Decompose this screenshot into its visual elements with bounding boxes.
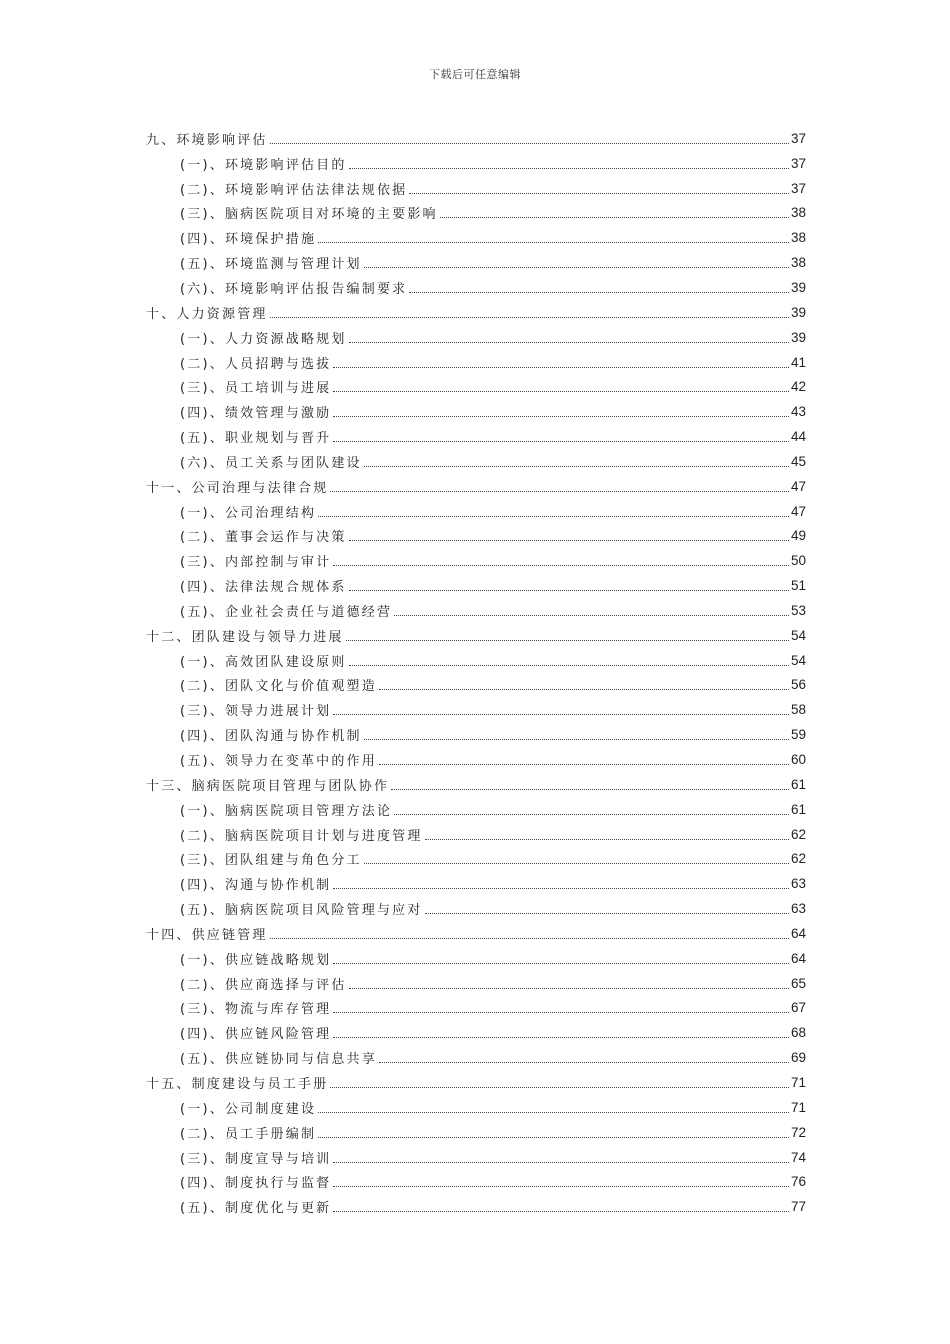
toc-dot-leader	[318, 516, 789, 517]
toc-section-entry[interactable]	[146, 1145, 806, 1170]
toc-entry-page-number: 37	[790, 180, 806, 196]
toc-entry-title: (六)、环境影响评估报告编制要求	[180, 281, 408, 297]
toc-section-entry[interactable]	[146, 548, 806, 573]
toc-dot-leader	[333, 1211, 789, 1212]
toc-dot-leader	[330, 491, 789, 492]
toc-entry-title: (四)、法律法规合规体系	[180, 580, 347, 596]
toc-entry-title: (四)、沟通与协作机制	[180, 878, 332, 894]
toc-section-entry[interactable]	[146, 747, 806, 772]
toc-entry-title: (一)、公司制度建设	[180, 1101, 317, 1117]
toc-chapter-entry[interactable]	[146, 1070, 806, 1095]
toc-entry-page-number: 63	[790, 876, 806, 892]
toc-entry-title: (五)、领导力在变革中的作用	[180, 754, 377, 770]
toc-section-entry[interactable]	[146, 697, 806, 722]
toc-entry-title: (一)、供应链战略规划	[180, 952, 332, 968]
toc-dot-leader	[318, 242, 789, 243]
toc-entry-title: (五)、职业规划与晋升	[180, 431, 332, 447]
toc-dot-leader	[364, 267, 789, 268]
toc-entry-page-number: 53	[790, 602, 806, 618]
toc-section-entry[interactable]	[146, 573, 806, 598]
toc-entry-page-number: 51	[790, 578, 806, 594]
toc-entry-title: (二)、供应商选择与评估	[180, 977, 347, 993]
toc-dot-leader	[333, 416, 789, 417]
toc-entry-page-number: 69	[790, 1050, 806, 1066]
toc-entry-page-number: 76	[790, 1174, 806, 1190]
toc-dot-leader	[409, 193, 789, 194]
toc-entry-page-number: 54	[790, 652, 806, 668]
toc-section-entry[interactable]	[146, 996, 806, 1021]
toc-entry-page-number: 77	[790, 1199, 806, 1215]
toc-entry-page-number: 39	[790, 304, 806, 320]
toc-entry-title: (五)、供应链协同与信息共享	[180, 1052, 377, 1068]
toc-chapter-entry[interactable]	[146, 921, 806, 946]
toc-entry-page-number: 68	[790, 1025, 806, 1041]
toc-entry-page-number: 74	[790, 1149, 806, 1165]
toc-entry-title: 十一、公司治理与法律合规	[146, 480, 329, 496]
toc-entry-title: (三)、脑病医院项目对环境的主要影响	[180, 207, 438, 223]
toc-entry-title: (二)、团队文化与价值观塑造	[180, 679, 377, 695]
toc-entry-title: (三)、领导力进展计划	[180, 704, 332, 720]
toc-dot-leader	[425, 839, 789, 840]
toc-entry-page-number: 39	[790, 279, 806, 295]
toc-dot-leader	[270, 317, 789, 318]
toc-dot-leader	[440, 217, 789, 218]
toc-section-entry[interactable]	[146, 225, 806, 250]
toc-section-entry[interactable]	[146, 176, 806, 201]
toc-entry-title: 十二、团队建设与领导力进展	[146, 629, 344, 645]
toc-section-entry[interactable]	[146, 1194, 806, 1219]
page-header-note: 下载后可任意编辑	[429, 68, 521, 81]
toc-section-entry[interactable]	[146, 648, 806, 673]
toc-dot-leader	[364, 466, 789, 467]
toc-entry-title: (四)、绩效管理与激励	[180, 406, 332, 422]
toc-section-entry[interactable]	[146, 275, 806, 300]
toc-entry-page-number: 67	[790, 1000, 806, 1016]
toc-entry-page-number: 71	[790, 1099, 806, 1115]
toc-section-entry[interactable]	[146, 325, 806, 350]
toc-entry-page-number: 49	[790, 528, 806, 544]
toc-entry-title: (五)、环境监测与管理计划	[180, 257, 362, 273]
toc-entry-page-number: 39	[790, 329, 806, 345]
toc-section-entry[interactable]	[146, 846, 806, 871]
toc-entry-title: (二)、人员招聘与选拔	[180, 356, 332, 372]
toc-entry-page-number: 44	[790, 429, 806, 445]
toc-entry-page-number: 42	[790, 379, 806, 395]
toc-entry-page-number: 64	[790, 925, 806, 941]
table-of-contents	[146, 126, 806, 1219]
toc-section-entry[interactable]	[146, 946, 806, 971]
toc-section-entry[interactable]	[146, 424, 806, 449]
toc-entry-page-number: 61	[790, 776, 806, 792]
toc-section-entry[interactable]	[146, 499, 806, 524]
toc-entry-page-number: 37	[790, 155, 806, 171]
toc-section-entry[interactable]	[146, 822, 806, 847]
toc-dot-leader	[394, 814, 789, 815]
toc-entry-title: (三)、内部控制与审计	[180, 555, 332, 571]
toc-dot-leader	[425, 913, 789, 914]
toc-section-entry[interactable]	[146, 722, 806, 747]
toc-entry-title: (四)、环境保护措施	[180, 232, 317, 248]
toc-dot-leader	[318, 1137, 789, 1138]
toc-dot-leader	[349, 590, 789, 591]
toc-dot-leader	[333, 714, 789, 715]
toc-dot-leader	[333, 888, 789, 889]
toc-entry-title: 十四、供应链管理	[146, 927, 268, 943]
toc-dot-leader	[333, 367, 789, 368]
toc-dot-leader	[349, 168, 789, 169]
toc-dot-leader	[270, 143, 789, 144]
toc-entry-page-number: 58	[790, 702, 806, 718]
toc-dot-leader	[318, 1112, 789, 1113]
toc-section-entry[interactable]	[146, 673, 806, 698]
toc-dot-leader	[333, 1162, 789, 1163]
toc-dot-leader	[333, 1037, 789, 1038]
toc-section-entry[interactable]	[146, 350, 806, 375]
toc-section-entry[interactable]	[146, 399, 806, 424]
toc-entry-title: (三)、物流与库存管理	[180, 1002, 332, 1018]
toc-dot-leader	[330, 1087, 789, 1088]
toc-dot-leader	[333, 391, 789, 392]
toc-chapter-entry[interactable]	[146, 474, 806, 499]
toc-dot-leader	[346, 640, 789, 641]
toc-dot-leader	[333, 963, 789, 964]
toc-entry-page-number: 56	[790, 677, 806, 693]
toc-entry-page-number: 47	[790, 478, 806, 494]
toc-section-entry[interactable]	[146, 896, 806, 921]
toc-section-entry[interactable]	[146, 449, 806, 474]
toc-entry-page-number: 62	[790, 826, 806, 842]
toc-section-entry[interactable]	[146, 524, 806, 549]
toc-entry-title: (五)、企业社会责任与道德经营	[180, 604, 393, 620]
toc-section-entry[interactable]	[146, 201, 806, 226]
toc-dot-leader	[364, 739, 789, 740]
toc-entry-title: (一)、环境影响评估目的	[180, 157, 347, 173]
toc-dot-leader	[394, 615, 789, 616]
toc-entry-page-number: 60	[790, 752, 806, 768]
toc-dot-leader	[364, 863, 789, 864]
toc-section-entry[interactable]	[146, 250, 806, 275]
toc-entry-page-number: 63	[790, 901, 806, 917]
toc-entry-page-number: 54	[790, 627, 806, 643]
toc-section-entry[interactable]	[146, 871, 806, 896]
toc-entry-title: (一)、公司治理结构	[180, 505, 317, 521]
toc-entry-title: 十、人力资源管理	[146, 306, 268, 322]
toc-entry-title: (一)、人力资源战略规划	[180, 331, 347, 347]
toc-entry-page-number: 65	[790, 975, 806, 991]
toc-chapter-entry[interactable]	[146, 772, 806, 797]
toc-dot-leader	[391, 789, 789, 790]
toc-chapter-entry[interactable]	[146, 300, 806, 325]
toc-chapter-entry[interactable]	[146, 126, 806, 151]
toc-dot-leader	[379, 1062, 789, 1063]
toc-entry-title: (三)、员工培训与进展	[180, 381, 332, 397]
toc-dot-leader	[349, 988, 789, 989]
toc-entry-title: (五)、制度优化与更新	[180, 1201, 332, 1217]
toc-section-entry[interactable]	[146, 1045, 806, 1070]
toc-entry-page-number: 41	[790, 354, 806, 370]
toc-dot-leader	[379, 764, 789, 765]
toc-entry-page-number: 47	[790, 503, 806, 519]
toc-section-entry[interactable]	[146, 797, 806, 822]
toc-dot-leader	[333, 441, 789, 442]
toc-entry-title: (二)、员工手册编制	[180, 1126, 317, 1142]
toc-section-entry[interactable]	[146, 1120, 806, 1145]
toc-entry-title: (一)、脑病医院项目管理方法论	[180, 803, 393, 819]
toc-entry-title: (四)、团队沟通与协作机制	[180, 729, 362, 745]
toc-entry-title: (六)、员工关系与团队建设	[180, 455, 362, 471]
toc-entry-title: 十三、脑病医院项目管理与团队协作	[146, 778, 390, 794]
toc-dot-leader	[333, 565, 789, 566]
toc-entry-page-number: 38	[790, 230, 806, 246]
toc-entry-page-number: 71	[790, 1074, 806, 1090]
toc-section-entry[interactable]	[146, 1095, 806, 1120]
toc-entry-page-number: 38	[790, 205, 806, 221]
toc-entry-page-number: 62	[790, 851, 806, 867]
toc-dot-leader	[379, 689, 789, 690]
toc-entry-title: (二)、脑病医院项目计划与进度管理	[180, 828, 423, 844]
toc-dot-leader	[270, 938, 789, 939]
toc-entry-page-number: 59	[790, 727, 806, 743]
toc-entry-title: (三)、制度宣导与培训	[180, 1151, 332, 1167]
toc-dot-leader	[349, 665, 789, 666]
toc-entry-page-number: 50	[790, 553, 806, 569]
toc-section-entry[interactable]	[146, 151, 806, 176]
toc-chapter-entry[interactable]	[146, 623, 806, 648]
toc-entry-title: (四)、制度执行与监督	[180, 1176, 332, 1192]
toc-dot-leader	[349, 342, 789, 343]
toc-entry-title: (五)、脑病医院项目风险管理与应对	[180, 903, 423, 919]
toc-section-entry[interactable]	[146, 971, 806, 996]
toc-section-entry[interactable]	[146, 1020, 806, 1045]
toc-entry-title: 十五、制度建设与员工手册	[146, 1076, 329, 1092]
toc-entry-page-number: 64	[790, 950, 806, 966]
toc-dot-leader	[349, 540, 789, 541]
toc-entry-page-number: 37	[790, 130, 806, 146]
toc-entry-page-number: 38	[790, 255, 806, 271]
toc-section-entry[interactable]	[146, 598, 806, 623]
toc-dot-leader	[333, 1012, 789, 1013]
toc-entry-title: (一)、高效团队建设原则	[180, 654, 347, 670]
toc-entry-title: (二)、董事会运作与决策	[180, 530, 347, 546]
toc-entry-page-number: 72	[790, 1124, 806, 1140]
toc-dot-leader	[333, 1186, 789, 1187]
toc-entry-page-number: 43	[790, 404, 806, 420]
toc-entry-title: (二)、环境影响评估法律法规依据	[180, 182, 408, 198]
toc-entry-title: 九、环境影响评估	[146, 132, 268, 148]
toc-entry-title: (四)、供应链风险管理	[180, 1027, 332, 1043]
toc-section-entry[interactable]	[146, 1169, 806, 1194]
toc-entry-title: (三)、团队组建与角色分工	[180, 853, 362, 869]
toc-dot-leader	[409, 292, 789, 293]
toc-section-entry[interactable]	[146, 374, 806, 399]
toc-entry-page-number: 61	[790, 801, 806, 817]
toc-entry-page-number: 45	[790, 453, 806, 469]
